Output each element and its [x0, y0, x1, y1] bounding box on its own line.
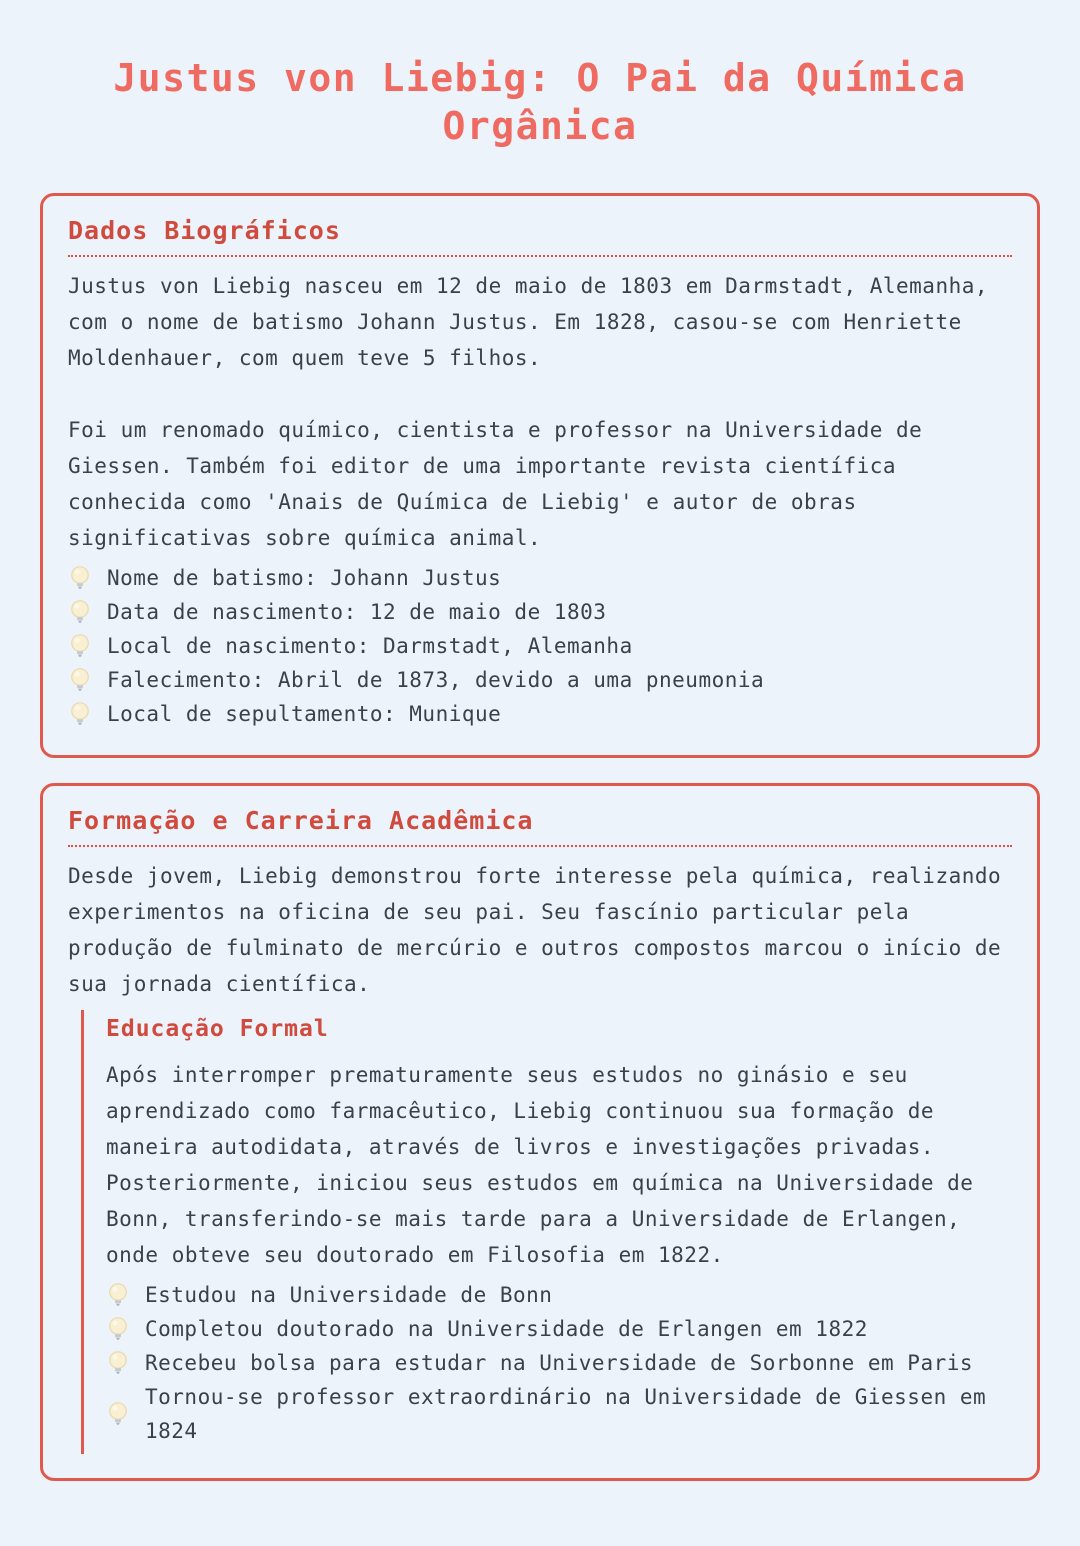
lightbulb-icon [108, 1316, 128, 1342]
lightbulb-icon [70, 633, 90, 659]
section-heading-dados-biograficos: Dados Biográficos [68, 216, 1012, 257]
bio-paragraph-2: Foi um renomado químico, cientista e professor na Universidade de Giessen. Também foi editor de uma importante revista científica conhecida como 'Anais de Química de Liebig' e autor de obras significativas sobre química animal. [68, 418, 923, 550]
fact-list-item-text: Local de nascimento: Darmstadt, Alemanha [107, 634, 633, 658]
fact-list-item [70, 595, 1012, 629]
lightbulb-icon [70, 667, 90, 693]
fact-list-item [108, 1312, 1012, 1346]
fact-list-item [108, 1380, 1012, 1448]
educacao-paragraph-1: Após interromper prematuramente seus estudos no ginásio e seu aprendizado como farmacêutico, Liebig continuou sua formação de maneira autodidata, através de livros e investigações privadas. Posteriormente, iniciou seus estudos em química na Universidade de Bonn, transferindo-se mais tarde para a Universidade de Erlangen, onde obteve seu doutorado em Filosofia em 1822. [106, 1063, 974, 1267]
lightbulb-icon [108, 1350, 128, 1376]
card-dados-biograficos [40, 193, 1040, 758]
formacao-paragraph-1: Desde jovem, Liebig demonstrou forte interesse pela química, realizando experimentos na oficina de seu pai. Seu fascínio particular pela produção de fulminato de mercúrio e outros compostos marcou o início de sua jornada científica. [68, 864, 1002, 996]
fact-list-item-text: Estudou na Universidade de Bonn [145, 1283, 553, 1307]
fact-list-item-text: Recebeu bolsa para estudar na Universidade de Sorbonne em Paris [145, 1351, 974, 1375]
fact-list-item-text: Nome de batismo: Johann Justus [107, 566, 502, 590]
fact-list-item-text: Data de nascimento: 12 de maio de 1803 [107, 600, 607, 624]
fact-list-item [70, 697, 1012, 731]
bio-paragraph-1: Justus von Liebig nasceu em 12 de maio de 1803 em Darmstadt, Alemanha, com o nome de batismo Johann Justus. Em 1828, casou-se com Henriette Moldenhauer, com quem teve 5 filhos. [68, 274, 989, 370]
lightbulb-icon [108, 1401, 128, 1427]
fact-list-item-text: Completou doutorado na Universidade de Erlangen em 1822 [145, 1317, 868, 1341]
fact-list-item-text: Tornou-se professor extraordinário na Universidade de Giessen em 1824 [145, 1385, 987, 1443]
lightbulb-icon [70, 565, 90, 591]
lightbulb-icon [108, 1282, 128, 1308]
subsection-educacao-formal [81, 1010, 1012, 1454]
fact-list-item [70, 629, 1012, 663]
section-heading-formacao-carreira: Formação e Carreira Acadêmica [68, 806, 1012, 847]
fact-list-item-text: Local de sepultamento: Munique [107, 702, 502, 726]
educacao-fact-list [106, 1278, 1012, 1448]
lightbulb-icon [70, 599, 90, 625]
fact-list-item [70, 561, 1012, 595]
fact-list-item [108, 1278, 1012, 1312]
fact-list-item [108, 1346, 1012, 1380]
subsection-heading-educacao-formal: Educação Formal [106, 1016, 329, 1042]
lightbulb-icon [70, 701, 90, 727]
fact-list-item [70, 663, 1012, 697]
card-formacao-carreira [40, 783, 1040, 1481]
page-title: Justus von Liebig: O Pai da Química Orgânica [113, 56, 967, 148]
bio-fact-list [68, 561, 1012, 731]
fact-list-item-text: Falecimento: Abril de 1873, devido a uma pneumonia [107, 668, 765, 692]
